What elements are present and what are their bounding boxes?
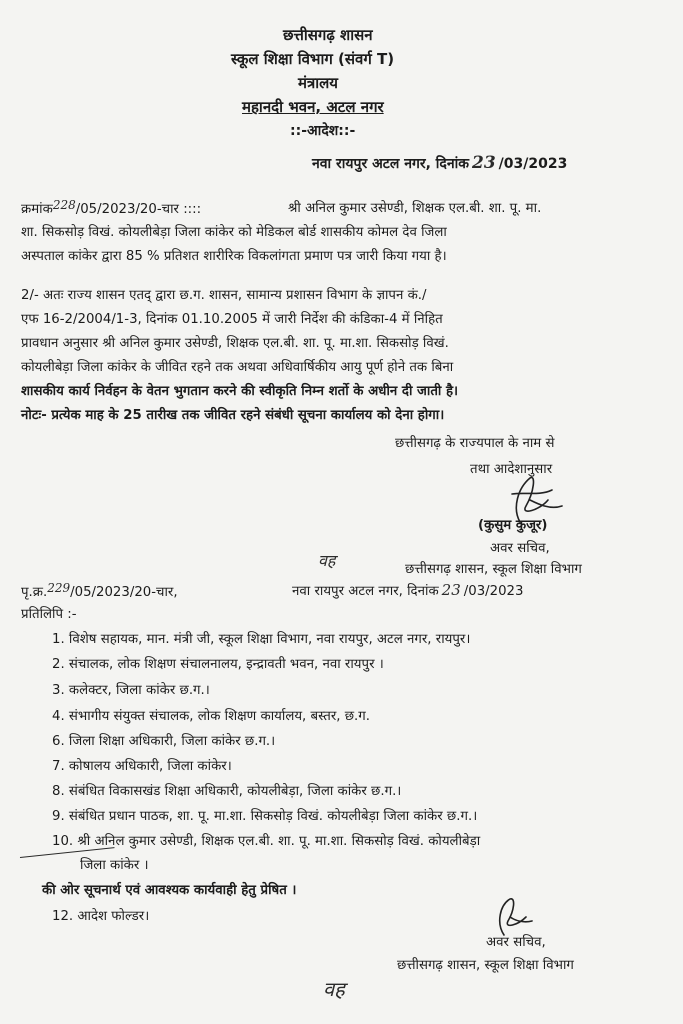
- copy-heading: प्रतिलिपि :-: [21, 607, 77, 622]
- para2-line5: शासकीय कार्य निर्वहन के वेतन भुगतान करने की स्वीकृति निम्न शर्तो के अधीन दी जाती है।: [21, 384, 459, 399]
- handwritten-order-no: 228: [52, 198, 76, 212]
- bottom-initials: वह: [323, 977, 345, 1001]
- para2-line4: कोयलीबेड़ा जिला कांकेर के जीवित रहने तक अथवा अधिवार्षिकीय आयु पूर्ण होने तक बिना: [21, 360, 454, 375]
- copy-item: 2. संचालक, लोक शिक्षण संचालनालय, इन्द्रावती भवन, नवा रायपुर ।: [52, 657, 384, 672]
- copy-item: 9. संबंधित प्रधान पाठक, शा. पू. मा.शा. सिकसोड़ विखं. कोयलीबेड़ा जिला कांकेर छ.ग.।: [52, 809, 478, 824]
- handwritten-day: 23: [471, 153, 496, 173]
- para1-line3: अस्पताल कांकेर द्वारा 85 % प्रतिशत शारीरिक विकलांगता प्रमाण पत्र जारी किया गया है।: [21, 249, 447, 264]
- endorsement-handwritten-day: 23: [441, 581, 461, 599]
- endorsement-label: पृ.क्र.: [21, 585, 48, 600]
- signatory1-designation: अवर सचिव,: [490, 541, 550, 556]
- endorsement-ref: [21, 581, 178, 600]
- copy-item-continuation: जिला कांकेर ।: [80, 858, 149, 873]
- endorsement-rest: /05/2023/20-चार,: [70, 585, 178, 600]
- copy-item: 3. कलेक्टर, जिला कांकेर छ.ग.।: [52, 683, 210, 698]
- order-reference: [21, 198, 201, 217]
- para2-line3: प्रावधान अनुसार श्री अनिल कुमार उसेण्डी, शिक्षक एल.बी. शा. पू. मा.शा. सिकसोड़ विखं.: [21, 336, 449, 351]
- note-line: नोटः- प्रत्येक माह के 25 तारीख तक जीवित रहने संबंधी सूचना कार्यालय को देना होगा।: [21, 408, 445, 423]
- item-12: 12. आदेश फोल्डर।: [52, 909, 150, 924]
- header-department: स्कूल शिक्षा विभाग (संवर्ग T): [231, 50, 395, 68]
- para2-line2: एफ 16-2/2004/1-3, दिनांक 01.10.2005 में जारी निर्देश की कंडिका-4 में निहित: [21, 312, 443, 327]
- header-govt: छत्तीसगढ़ शासन: [283, 26, 373, 44]
- forward-line: की ओर सूचनार्थ एवं आवश्यक कार्यवाही हेतु प्रेषित ।: [42, 883, 297, 898]
- para1-line2: शा. सिकसोड़ विखं. कोयलीबेड़ा जिला कांकेर को मेडिकल बोर्ड शासकीय कोमल देव जिला: [21, 225, 447, 240]
- copy-item: 8. संबंधित विकासखंड शिक्षा अधिकारी, कोयलीबेड़ा, जिला कांकेर छ.ग.।: [52, 784, 402, 799]
- endorsement-date-prefix: नवा रायपुर अटल नगर, दिनांक: [292, 584, 439, 599]
- place-date-prefix: नवा रायपुर अटल नगर, दिनांक: [312, 156, 469, 172]
- endorsement-date-suffix: /03/2023: [463, 584, 524, 599]
- copy-item: 1. विशेष सहायक, मान. मंत्री जी, स्कूल शिक्षा विभाग, नवा रायपुर, अटल नगर, रायपुर।: [52, 632, 471, 647]
- signatory1-name: (कुसुम कुजूर): [478, 518, 548, 533]
- header-building: महानदी भवन, अटल नगर: [242, 98, 384, 116]
- signatory1-department: छत्तीसगढ़ शासन, स्कूल शिक्षा विभाग: [405, 562, 582, 577]
- initials-mark: वह: [318, 551, 336, 570]
- signatory2-designation: अवर सचिव,: [486, 935, 546, 950]
- copy-item: 10. श्री अनिल कुमार उसेण्डी, शिक्षक एल.बी. शा. पू. मा.शा. सिकसोड़ विखं. कोयलीबेड़ा: [52, 834, 481, 849]
- order-ref-rest: /05/2023/20-चार ::::: [75, 202, 202, 217]
- copy-item: 7. कोषालय अधिकारी, जिला कांकेर।: [52, 759, 232, 774]
- order-ref-label: क्रमांक: [21, 202, 53, 217]
- place-date: [312, 153, 567, 173]
- authority-line1: छत्तीसगढ़ के राज्यपाल के नाम से: [395, 436, 555, 451]
- para1-line1: श्री अनिल कुमार उसेण्डी, शिक्षक एल.बी. शा. पू. मा.: [288, 201, 542, 216]
- handwritten-endorsement-no: 229: [47, 581, 71, 595]
- signatory2-department: छत्तीसगढ़ शासन, स्कूल शिक्षा विभाग: [397, 958, 574, 973]
- header-ministry: मंत्रालय: [298, 74, 339, 92]
- copy-item: 4. संभागीय संयुक्त संचालक, लोक शिक्षण कार्यालय, बस्तर, छ.ग.: [52, 709, 370, 724]
- para2-line1: 2/- अतः राज्य शासन एतद् द्वारा छ.ग. शासन, सामान्य प्रशासन विभाग के ज्ञापन कं./: [21, 288, 427, 303]
- authority-line2: तथा आदेशानुसार: [470, 462, 553, 477]
- order-heading: ::-आदेश::-: [290, 123, 356, 139]
- endorsement-date: [292, 581, 523, 599]
- place-date-suffix: /03/2023: [498, 156, 568, 172]
- copy-item: 6. जिला शिक्षा अधिकारी, जिला कांकेर छ.ग.।: [52, 734, 276, 749]
